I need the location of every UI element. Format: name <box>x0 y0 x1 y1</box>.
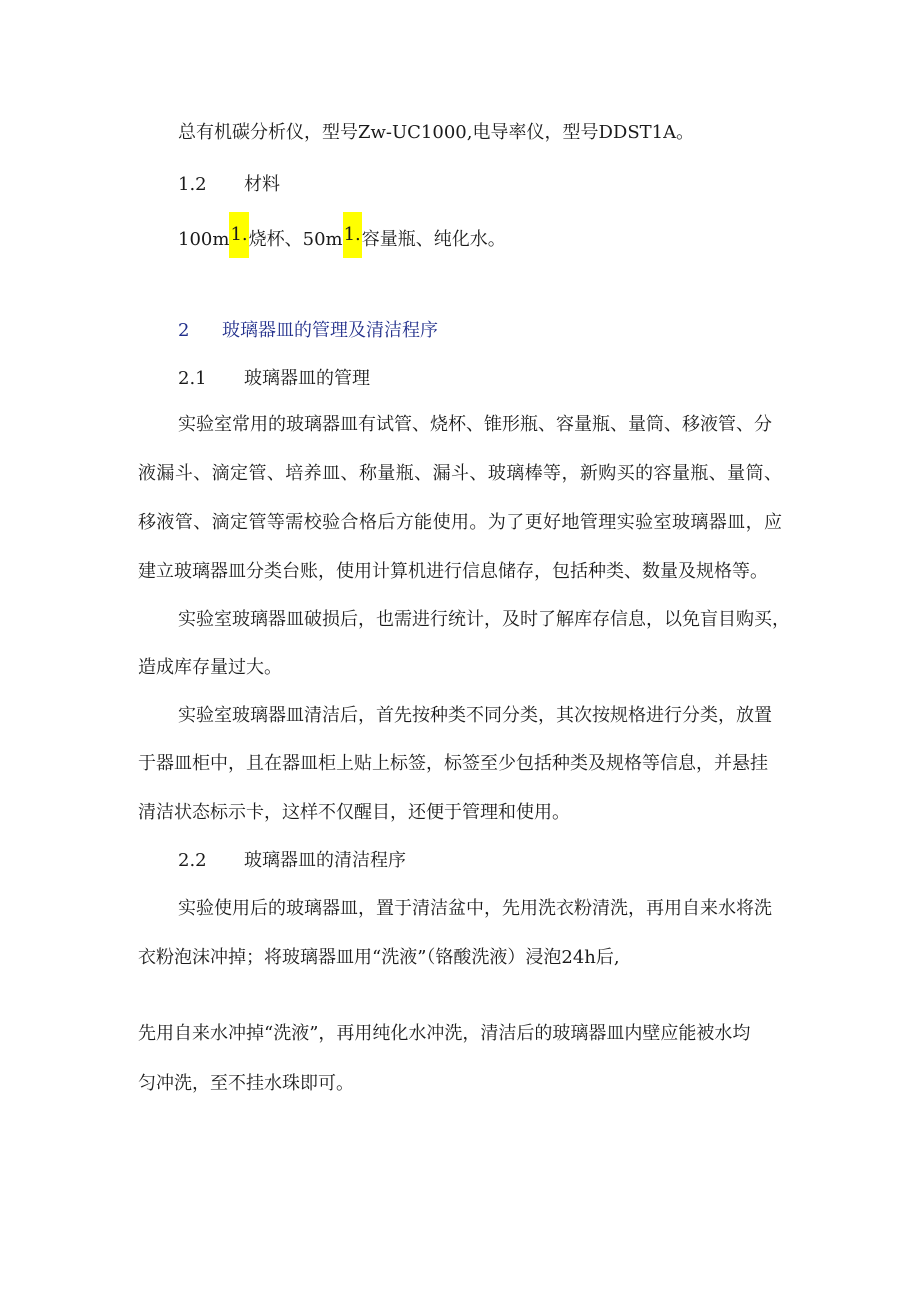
paragraph-line: 实验室玻璃器皿破损后，也需进行统计，及时了解库存信息，以免盲目购买， <box>178 609 790 630</box>
highlighted-unit: 1. <box>343 212 362 258</box>
section-title: 材料 <box>244 174 280 195</box>
section-2-1-heading <box>178 366 370 392</box>
paragraph-line: 实验室玻璃器皿清洁后，首先按种类不同分类，其次按规格进行分类，放置 <box>178 705 772 726</box>
paragraph-line: 匀冲洗，至不挂水珠即可。 <box>138 1073 354 1094</box>
section-1-2-heading <box>178 172 280 198</box>
paragraph-line: 造成库存量过大。 <box>138 657 282 678</box>
paragraph-line: 实验使用后的玻璃器皿，置于清洁盆中，先用洗衣粉清洗，再用自来水将洗 <box>178 898 772 919</box>
section-2-2-heading <box>178 848 406 874</box>
materials-line <box>178 222 506 258</box>
section-title: 玻璃器皿的管理 <box>244 368 370 389</box>
paragraph-line: 移液管、滴定管等需校验合格后方能使用。为了更好地管理实验室玻璃器皿，应 <box>138 512 782 533</box>
paragraph-line: 先用自来水冲掉“洗液”，再用纯化水冲洗，清洁后的玻璃器皿内壁应能被水均 <box>138 1023 751 1044</box>
section-title: 玻璃器皿的管理及清洁程序 <box>222 320 438 341</box>
paragraph-line: 于器皿柜中，且在器皿柜上贴上标签，标签至少包括种类及规格等信息，并悬挂 <box>138 753 768 774</box>
materials-text: 容量瓶、纯化水。 <box>361 229 506 250</box>
materials-text: 100m <box>178 229 230 250</box>
paragraph-line: 衣粉泡沫冲掉；将玻璃器皿用“洗液”（铬酸洗液）浸泡24h后, <box>138 947 620 968</box>
paragraph-line: 液漏斗、滴定管、培养皿、称量瓶、漏斗、玻璃棒等，新购买的容量瓶、量筒、 <box>138 463 782 484</box>
section-number: 2.2 <box>178 850 207 871</box>
materials-text: 烧杯、50m <box>248 229 343 250</box>
section-number: 2.1 <box>178 368 207 389</box>
equipment-line: 总有机碳分析仪，型号Zw-UC1000,电导率仪，型号DDST1A。 <box>178 122 695 143</box>
highlighted-unit: 1. <box>229 212 248 258</box>
section-number: 2 <box>178 320 190 341</box>
section-title: 玻璃器皿的清洁程序 <box>244 850 406 871</box>
section-2-heading <box>178 318 438 344</box>
section-number: 1.2 <box>178 174 207 195</box>
paragraph-line: 实验室常用的玻璃器皿有试管、烧杯、锥形瓶、容量瓶、量筒、移液管、分 <box>178 414 772 435</box>
paragraph-line: 清洁状态标示卡，这样不仅醒目，还便于管理和使用。 <box>138 802 570 823</box>
paragraph-line: 建立玻璃器皿分类台账，使用计算机进行信息储存，包括种类、数量及规格等。 <box>138 561 768 582</box>
